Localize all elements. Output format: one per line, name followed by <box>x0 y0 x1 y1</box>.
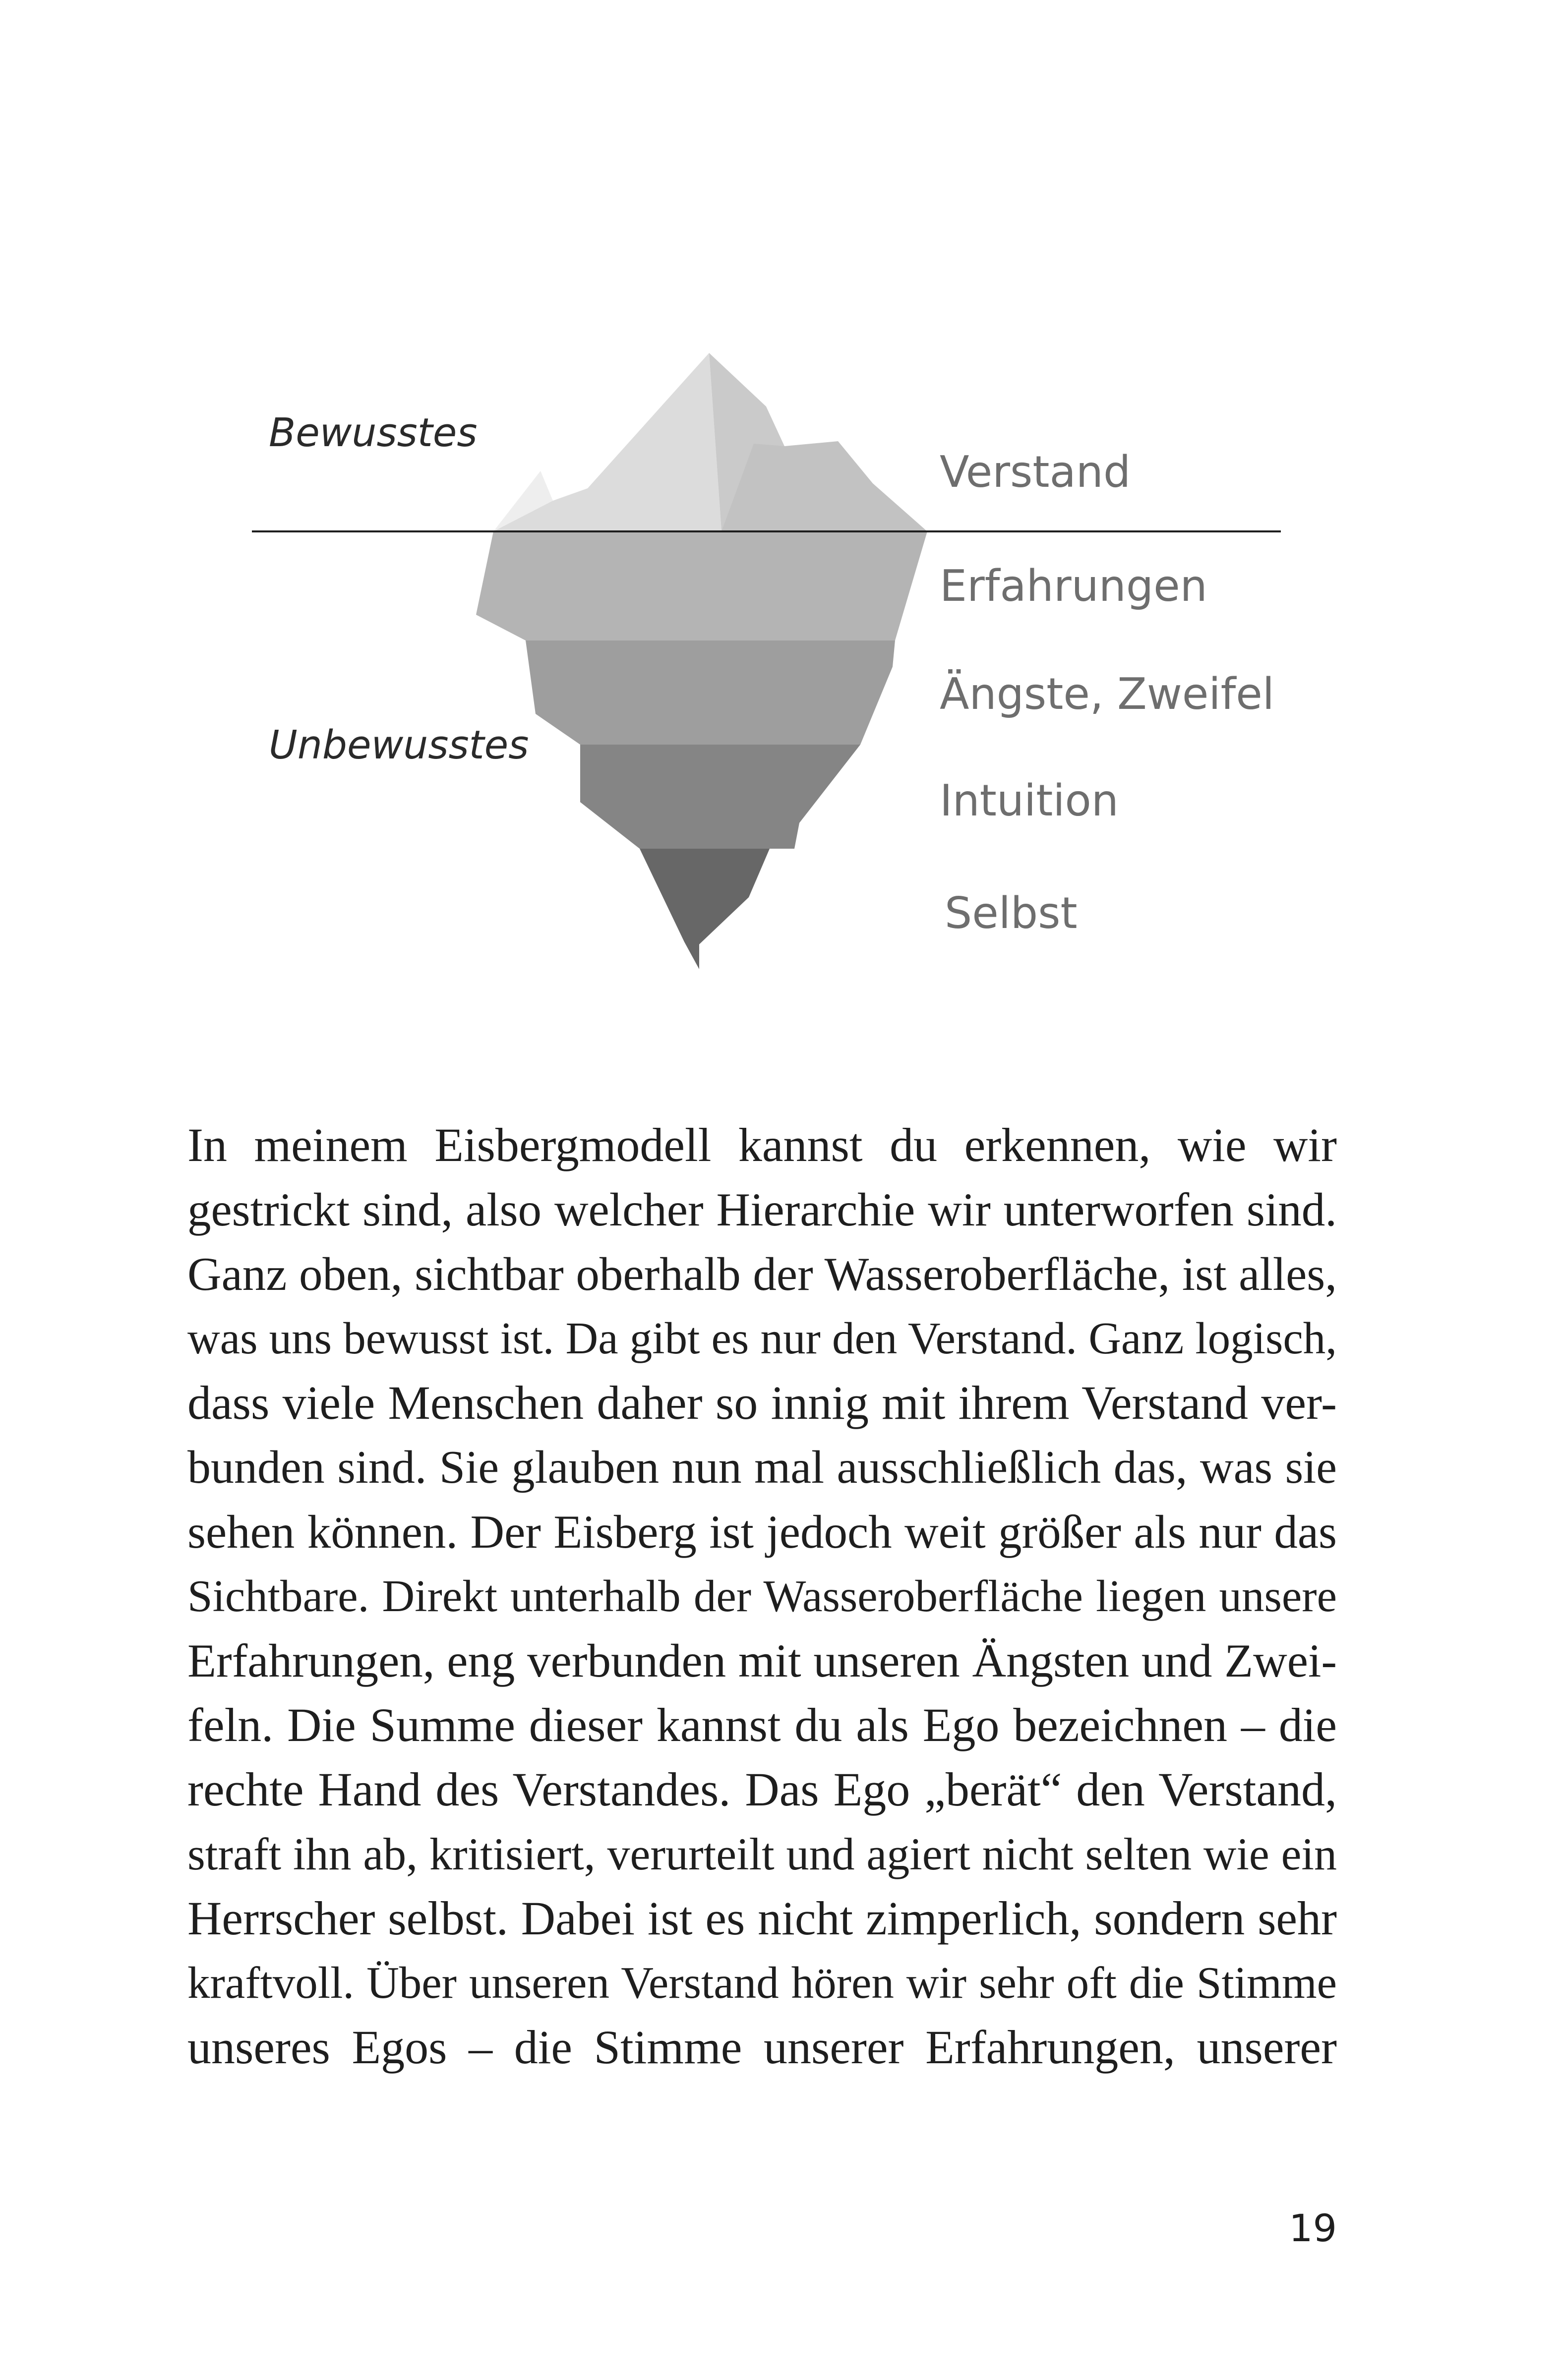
text-line: unseres Egos – die Stimme unserer Erfahrungen, unserer <box>187 2021 1337 2074</box>
level-label-intuition: Intuition <box>940 775 1119 826</box>
text-line: Sichtbare. Direkt unterhalb der Wasseroberfläche liegen unsere <box>187 1571 1337 1621</box>
text-line: sehen können. Der Eisberg ist jedoch weit größer als nur das <box>187 1506 1337 1558</box>
text-line: feln. Die Summe dieser kannst du als Ego bezeichnen – die <box>187 1698 1337 1751</box>
text-line: dass viele Menschen daher so innig mit ihrem Verstand ver- <box>187 1376 1337 1429</box>
text-line: was uns bewusst ist. Da gibt es nur den Verstand. Ganz logisch, <box>187 1313 1337 1363</box>
level-label-aengste-zweifel: Ängste, Zweifel <box>940 669 1274 719</box>
level-label-verstand: Verstand <box>940 447 1131 497</box>
page-number: 19 <box>1289 2206 1337 2250</box>
label-unbewusstes: Unbewusstes <box>269 722 529 768</box>
text-line: Erfahrungen, eng verbunden mit unseren Ängsten und Zwei- <box>187 1634 1337 1687</box>
text-line: gestrickt sind, also welcher Hierarchie wir unterworfen sind. <box>187 1183 1337 1236</box>
text-line: kraftvoll. Über unseren Verstand hören wir sehr oft die Stimme <box>187 1958 1337 2008</box>
iceberg-layer-selbst <box>640 849 770 969</box>
text-line: bunden sind. Sie glauben nun mal ausschließlich das, was sie <box>187 1442 1337 1493</box>
text-line: rechte Hand des Verstandes. Das Ego „berät“ den Verstand, <box>187 1763 1337 1816</box>
level-label-selbst: Selbst <box>945 888 1078 938</box>
text-line: Herrscher selbst. Dabei ist es nicht zimperlich, sondern sehr <box>187 1892 1337 1945</box>
iceberg-diagram <box>0 0 1563 1016</box>
text-line: Ganz oben, sichtbar oberhalb der Wasseroberfläche, ist alles, <box>187 1248 1337 1300</box>
label-bewusstes: Bewusstes <box>269 410 478 456</box>
iceberg-layer-intuition <box>580 745 860 849</box>
iceberg-tip <box>493 353 927 531</box>
body-paragraph <box>187 1113 1337 2080</box>
iceberg-layer-erfahrungen <box>476 531 927 640</box>
iceberg-layer-aengste <box>526 640 895 745</box>
level-label-erfahrungen: Erfahrungen <box>940 561 1207 611</box>
text-line: In meinem Eisbergmodell kannst du erkennen, wie wir <box>187 1118 1337 1171</box>
text-line: straft ihn ab, kritisiert, verurteilt und agiert nicht selten wie ein <box>187 1829 1337 1879</box>
